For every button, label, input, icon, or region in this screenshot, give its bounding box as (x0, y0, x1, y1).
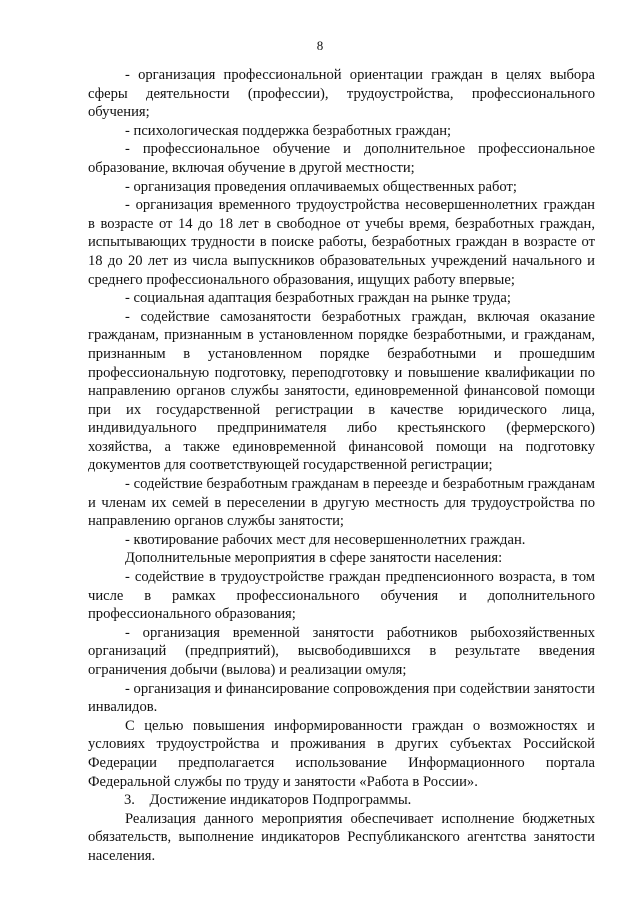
paragraph: - организация проведения оплачиваемых общественных работ; (125, 178, 517, 195)
paragraph: - организация и финансирование сопровождения при содействии занятости инвалидов. (88, 680, 595, 716)
section-heading: 3. Достижение индикаторов Подпрограммы. (124, 792, 412, 809)
paragraph: - содействие безработным гражданам в переезде и безработным гражданам и членам их семей в переселении в другую местность для трудоустройства по направлению органов службы занятости; (88, 476, 595, 530)
paragraph: - социальная адаптация безработных граждан на рынке труда; (125, 290, 511, 307)
paragraph: Реализация данного мероприятия обеспечивает исполнение бюджетных обязательств, выполнение индикаторов Республиканского агентства занятости населения. (88, 810, 595, 864)
paragraph: Дополнительные мероприятия в сфере занятости населения: (125, 550, 503, 567)
paragraph: - профессиональное обучение и дополнительное профессиональное образование, включая обучение в другой местности; (88, 141, 595, 176)
paragraph: - содействие в трудоустройстве граждан предпенсионного возраста, в том числе в рамках профессионального обучения и дополнительного профессионального образования; (88, 569, 595, 623)
page-number: 8 (316, 38, 324, 53)
paragraph: С целью повышения информированности граждан о возможностях и условиях трудоустройства и проживания в других субъектах Российской Федерации предполагается использование Информационного портала Федеральной службы по труду и занятости «Работа в России». (88, 717, 595, 790)
paragraph: - организация временной занятости работников рыбохозяйственных организаций (предприятий), высвободившихся в результате введения ограничения добычи (вылова) и реализации омуля; (88, 624, 595, 678)
paragraph: - квотирование рабочих мест для несовершеннолетних граждан. (125, 531, 526, 548)
paragraph: - содействие самозанятости безработных граждан, включая оказание гражданам, признанным в установленном порядке безработными, и гражданам, признанным в установленном порядке безработными и прошедшим профессиональную подготовку, переподготовку и повышение квалификации по направлению органов службы занятости, единовременной финансовой помощи при их государственной регистрации в качестве юридического лица, индивидуального предпринимателя либо крестьянского (фермерского) хозяйства, а также единовременной финансовой помощи на подготовку документов для соответствующей государственной регистрации; (88, 308, 595, 474)
paragraph: - организация временного трудоустройства несовершеннолетних граждан в возрасте от 14 до 18 лет в свободное от учебы время, безработных граждан, испытывающих трудности в поиске работы, безработных граждан в возрасте от 18 до 20 лет из числа выпускников образовательных учреждений начального и среднего профессионального образования, ищущих работу впервые; (88, 197, 595, 288)
paragraph: - организация профессиональной ориентации граждан в целях выбора сферы деятельности (профессии), трудоустройства, профессионального обучения; (88, 67, 595, 121)
document-body (88, 66, 595, 866)
paragraph: - психологическая поддержка безработных граждан; (125, 122, 452, 139)
